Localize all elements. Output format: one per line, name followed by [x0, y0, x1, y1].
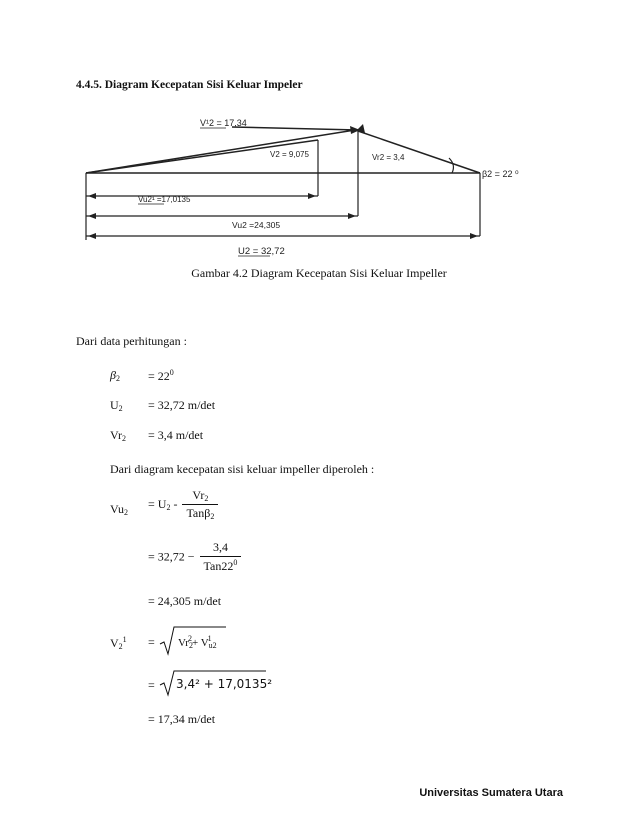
beta-arc [449, 158, 453, 173]
beta-symbol: $\beta_2$ [110, 368, 120, 383]
v21-line2-eq: = [148, 678, 155, 692]
apex-arrow-2 [356, 124, 365, 133]
vu-substitution: = 32,72 − $\frac{3,4}{Tan22^0}$ [148, 540, 241, 574]
label-vu21: Vu2¹ =17,0135 [138, 195, 191, 204]
label-vr2: Vr2 = 3,4 [372, 153, 405, 162]
vu-result: = 24,305 m/det [148, 594, 222, 608]
top-line [232, 127, 358, 130]
vr-symbol: $Vr_2$ [110, 428, 126, 443]
label-beta2: β2 = 22 ⁰ [482, 169, 519, 179]
vu-formula: = $U_2$ - $\frac{Vr_2}{Tan\beta_2}$ [148, 488, 218, 521]
vu-symbol: $Vu_2$ [110, 502, 128, 517]
label-u2: U2 = 32,72 [238, 246, 285, 257]
figure-caption: Gambar 4.2 Diagram Kecepatan Sisi Keluar Impeller [191, 266, 447, 280]
label-v2: V2 = 9,075 [270, 150, 309, 159]
vr2-line [358, 131, 480, 173]
footer-university: Universitas Sumatera Utara [419, 787, 563, 799]
v21-radicand: $Vr_2^2+ V_{u2}^1$ [178, 634, 217, 650]
v21-eq: = [148, 635, 155, 649]
intro-text: Dari data perhitungan : [76, 334, 187, 348]
statement-text: Dari diagram kecepatan sisi keluar impeller diperoleh : [110, 462, 375, 476]
label-vu2: Vu2 =24,305 [232, 220, 281, 230]
v21-line2-radicand: 3,4² + 17,0135² [176, 677, 273, 691]
vu-fraction: $\frac{Vr_2}{Tan\beta_2}$ [182, 488, 218, 521]
v21-symbol: $V_2^1$ [110, 635, 127, 651]
section-heading: 4.4.5. Diagram Kecepatan Sisi Keluar Impeler [76, 79, 303, 91]
vr-value: = 3,4 m/det [148, 428, 204, 442]
label-v12: V¹2 = 17,34 [200, 118, 247, 128]
beta-value: = $22^0$ [148, 368, 174, 383]
v21-result: = 17,34 m/det [148, 712, 216, 726]
vu-sub-fraction: $\frac{3,4}{Tan22^0}$ [200, 540, 242, 574]
u-symbol: $U_2$ [110, 398, 123, 413]
u-value: = 32,72 m/det [148, 398, 216, 412]
